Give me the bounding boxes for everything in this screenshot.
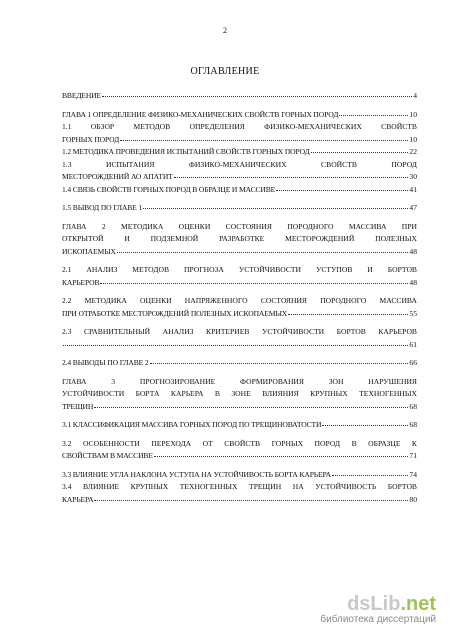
toc-entry-title: 1.2 МЕТОДИКА ПРОВЕДЕНИЯ ИСПЫТАНИЙ СВОЙСТВ ГОРНЫХ ПОРОД — [62, 147, 310, 156]
toc-entry-page: 74 — [409, 469, 417, 479]
toc-entry-page: 68 — [409, 420, 417, 429]
toc-entry-line: 2.2 МЕТОДИКА ОЦЕНКИ НАПРЯЖЕННОГО СОСТОЯНИЯ ПОРОДНОГО МАССИВА — [62, 296, 417, 305]
toc-entry-title: МЕСТОРОЖДЕНИЙ АО АПАТИТ — [62, 172, 173, 181]
watermark-subtitle: библиотека диссертаций — [320, 614, 436, 625]
toc-title: ОГЛАВЛЕНИЕ — [190, 66, 260, 77]
toc-entry-title: СВОЙСТВАМ В МАССИВЕ — [62, 451, 153, 460]
toc-entry — [62, 90, 417, 103]
toc-entry-last-line — [62, 308, 417, 321]
toc-entry-last-line — [62, 246, 417, 259]
toc-entry — [62, 438, 417, 463]
toc-entry-last-line — [62, 109, 417, 122]
toc-entry-last-line — [62, 450, 417, 463]
toc-entry-line: ГЛАВА 2 МЕТОДИКА ОЦЕНКИ СОСТОЯНИЯ ПОРОДНОГО МАССИВА ПРИ — [62, 221, 417, 231]
toc-entry-last-line — [62, 171, 417, 184]
toc-entry-title: ПРИ ОТРАБОТКЕ МЕСТОРОЖДЕНИЙ ПОЛЕЗНЫХ ИСКОПАЕМЫХ — [62, 308, 288, 318]
toc-leader-dots — [120, 140, 408, 141]
toc-entry-line: ОТКРЫТОЙ И ПОДЗЕМНОЙ РАЗРАБОТКЕ МЕСТОРОЖДЕНИЙ ПОЛЕЗНЫХ — [62, 234, 417, 243]
toc-entry-last-line — [62, 90, 417, 103]
toc-leader-dots — [63, 345, 408, 346]
toc-entry-line: 1.3 ИСПЫТАНИЯ ФИЗИКО-МЕХАНИЧЕСКИХ СВОЙСТВ ПОРОД — [62, 159, 417, 169]
toc-entry — [62, 184, 417, 197]
toc-entry-line: 2.1 АНАЛИЗ МЕТОДОВ ПРОГНОЗА УСТОЙЧИВОСТИ УСТУПОВ И БОРТОВ — [62, 265, 417, 274]
toc-entry-last-line — [62, 401, 417, 414]
toc-entry — [62, 159, 417, 184]
page-number: 2 — [223, 26, 227, 35]
toc-leader-dots — [276, 190, 408, 191]
toc-entry-line: 2.3 СРАВНИТЕЛЬНЫЙ АНАЛИЗ КРИТЕРИЕВ УСТОЙЧИВОСТИ БОРТОВ КАРЬЕРОВ — [62, 327, 417, 336]
toc-entry-title: ГЛАВА 1 ОПРЕДЕЛЕНИЕ ФИЗИКО-МЕХАНИЧЕСКИХ СВОЙСТВ ГОРНЫХ ПОРОД — [62, 109, 339, 119]
toc-entry-title: 3.1 КЛАССИФИКАЦИЯ МАССИВА ГОРНЫХ ПОРОД ПО ТРЕЩИНОВАТОСТИ — [62, 420, 322, 429]
toc-entry-last-line — [62, 419, 417, 432]
toc-entry-title: ТРЕЩИН — [62, 401, 94, 411]
toc-entry — [62, 109, 417, 122]
toc-leader-dots — [174, 177, 409, 178]
toc-entry-title: ИСКОПАЕМЫХ — [62, 246, 116, 256]
toc-entry-last-line — [62, 146, 417, 159]
toc-entry-title: КАРЬЕРОВ — [62, 277, 100, 287]
table-of-contents — [62, 90, 417, 506]
toc-entry-page: 10 — [409, 134, 417, 144]
toc-entry-last-line — [62, 277, 417, 290]
toc-entry-page: 30 — [409, 172, 417, 181]
toc-entry-page: 47 — [409, 203, 417, 212]
toc-entry-page: 55 — [409, 308, 417, 318]
toc-leader-dots — [332, 475, 409, 476]
toc-entry-page: 48 — [409, 246, 417, 256]
toc-entry — [62, 202, 417, 215]
toc-entry-page: 4 — [413, 91, 417, 100]
toc-entry — [62, 357, 417, 370]
toc-entry — [62, 326, 417, 351]
toc-entry-title: ГОРНЫХ ПОРОД — [62, 134, 120, 144]
toc-entry-title: 3.3 ВЛИЯНИЕ УГЛА НАКЛОНА УСТУПА НА УСТОЙЧИВОСТЬ БОРТА КАРЬЕРА — [62, 469, 331, 479]
toc-entry-last-line — [62, 184, 417, 197]
toc-entry-title: ВВЕДЕНИЕ — [62, 91, 101, 100]
toc-entry-line: УСТОЙЧИВОСТИ БОРТА КАРЬЕРА В ЗОНЕ ВЛИЯНИЯ КРУПНЫХ ТЕХНОГЕННЫХ — [62, 389, 417, 398]
toc-entry-page: 68 — [409, 401, 417, 411]
toc-entry — [62, 221, 417, 259]
toc-entry — [62, 481, 417, 506]
toc-entry-title: 1.4 СВЯЗЬ СВОЙСТВ ГОРНЫХ ПОРОД В ОБРАЗЦЕ И МАССИВЕ — [62, 184, 276, 194]
toc-entry — [62, 121, 417, 146]
toc-entry-last-line — [62, 339, 417, 352]
toc-entry-line: ГЛАВА 3 ПРОГНОЗИРОВАНИЕ ФОРМИРОВАНИЯ ЗОН НАРУШЕНИЯ — [62, 376, 417, 386]
toc-leader-dots — [94, 407, 408, 408]
toc-entry — [62, 376, 417, 414]
toc-entry-page: 61 — [409, 339, 417, 349]
toc-entry — [62, 419, 417, 432]
toc-entry — [62, 295, 417, 320]
toc-leader-dots — [339, 115, 408, 116]
toc-entry-line: 1.1 ОБЗОР МЕТОДОВ ОПРЕДЕЛЕНИЯ ФИЗИКО-МЕХАНИЧЕСКИХ СВОЙСТВ — [62, 122, 417, 131]
toc-entry — [62, 146, 417, 159]
toc-leader-dots — [100, 283, 408, 284]
toc-entry-page: 10 — [409, 109, 417, 119]
watermark-logo: dsLib.net — [347, 593, 436, 615]
toc-leader-dots — [102, 96, 412, 97]
toc-entry-line: 3.2 ОСОБЕННОСТИ ПЕРЕХОДА ОТ СВОЙСТВ ГОРНЫХ ПОРОД В ОБРАЗЦЕ К — [62, 438, 417, 448]
toc-leader-dots — [143, 208, 408, 209]
toc-entry-title: 2.4 ВЫВОДЫ ПО ГЛАВЕ 2 — [62, 358, 149, 367]
toc-entry-title: КАРЬЕРА — [62, 494, 94, 504]
toc-entry-last-line — [62, 134, 417, 147]
toc-entry-line: 3.4 ВЛИЯНИЕ КРУПНЫХ ТЕХНОГЕННЫХ ТРЕЩИН НА УСТОЙЧИВОСТЬ БОРТОВ — [62, 482, 417, 491]
toc-entry-page: 80 — [409, 494, 417, 504]
toc-leader-dots — [117, 252, 409, 253]
toc-entry — [62, 264, 417, 289]
toc-leader-dots — [154, 456, 409, 457]
toc-leader-dots — [288, 314, 408, 315]
toc-leader-dots — [94, 500, 408, 501]
toc-entry-title: 1.5 ВЫВОД ПО ГЛАВЕ 1 — [62, 203, 143, 212]
toc-entry-page: 66 — [409, 358, 417, 367]
toc-entry-last-line — [62, 357, 417, 370]
toc-entry — [62, 469, 417, 482]
toc-leader-dots — [311, 152, 409, 153]
toc-entry-page: 22 — [409, 147, 417, 156]
toc-entry-last-line — [62, 469, 417, 482]
toc-entry-page: 48 — [409, 277, 417, 287]
toc-leader-dots — [322, 425, 408, 426]
toc-leader-dots — [150, 363, 409, 364]
toc-entry-last-line — [62, 494, 417, 507]
toc-entry-page: 41 — [409, 184, 417, 194]
watermark — [320, 594, 436, 625]
toc-entry-last-line — [62, 202, 417, 215]
toc-entry-page: 71 — [409, 451, 417, 460]
